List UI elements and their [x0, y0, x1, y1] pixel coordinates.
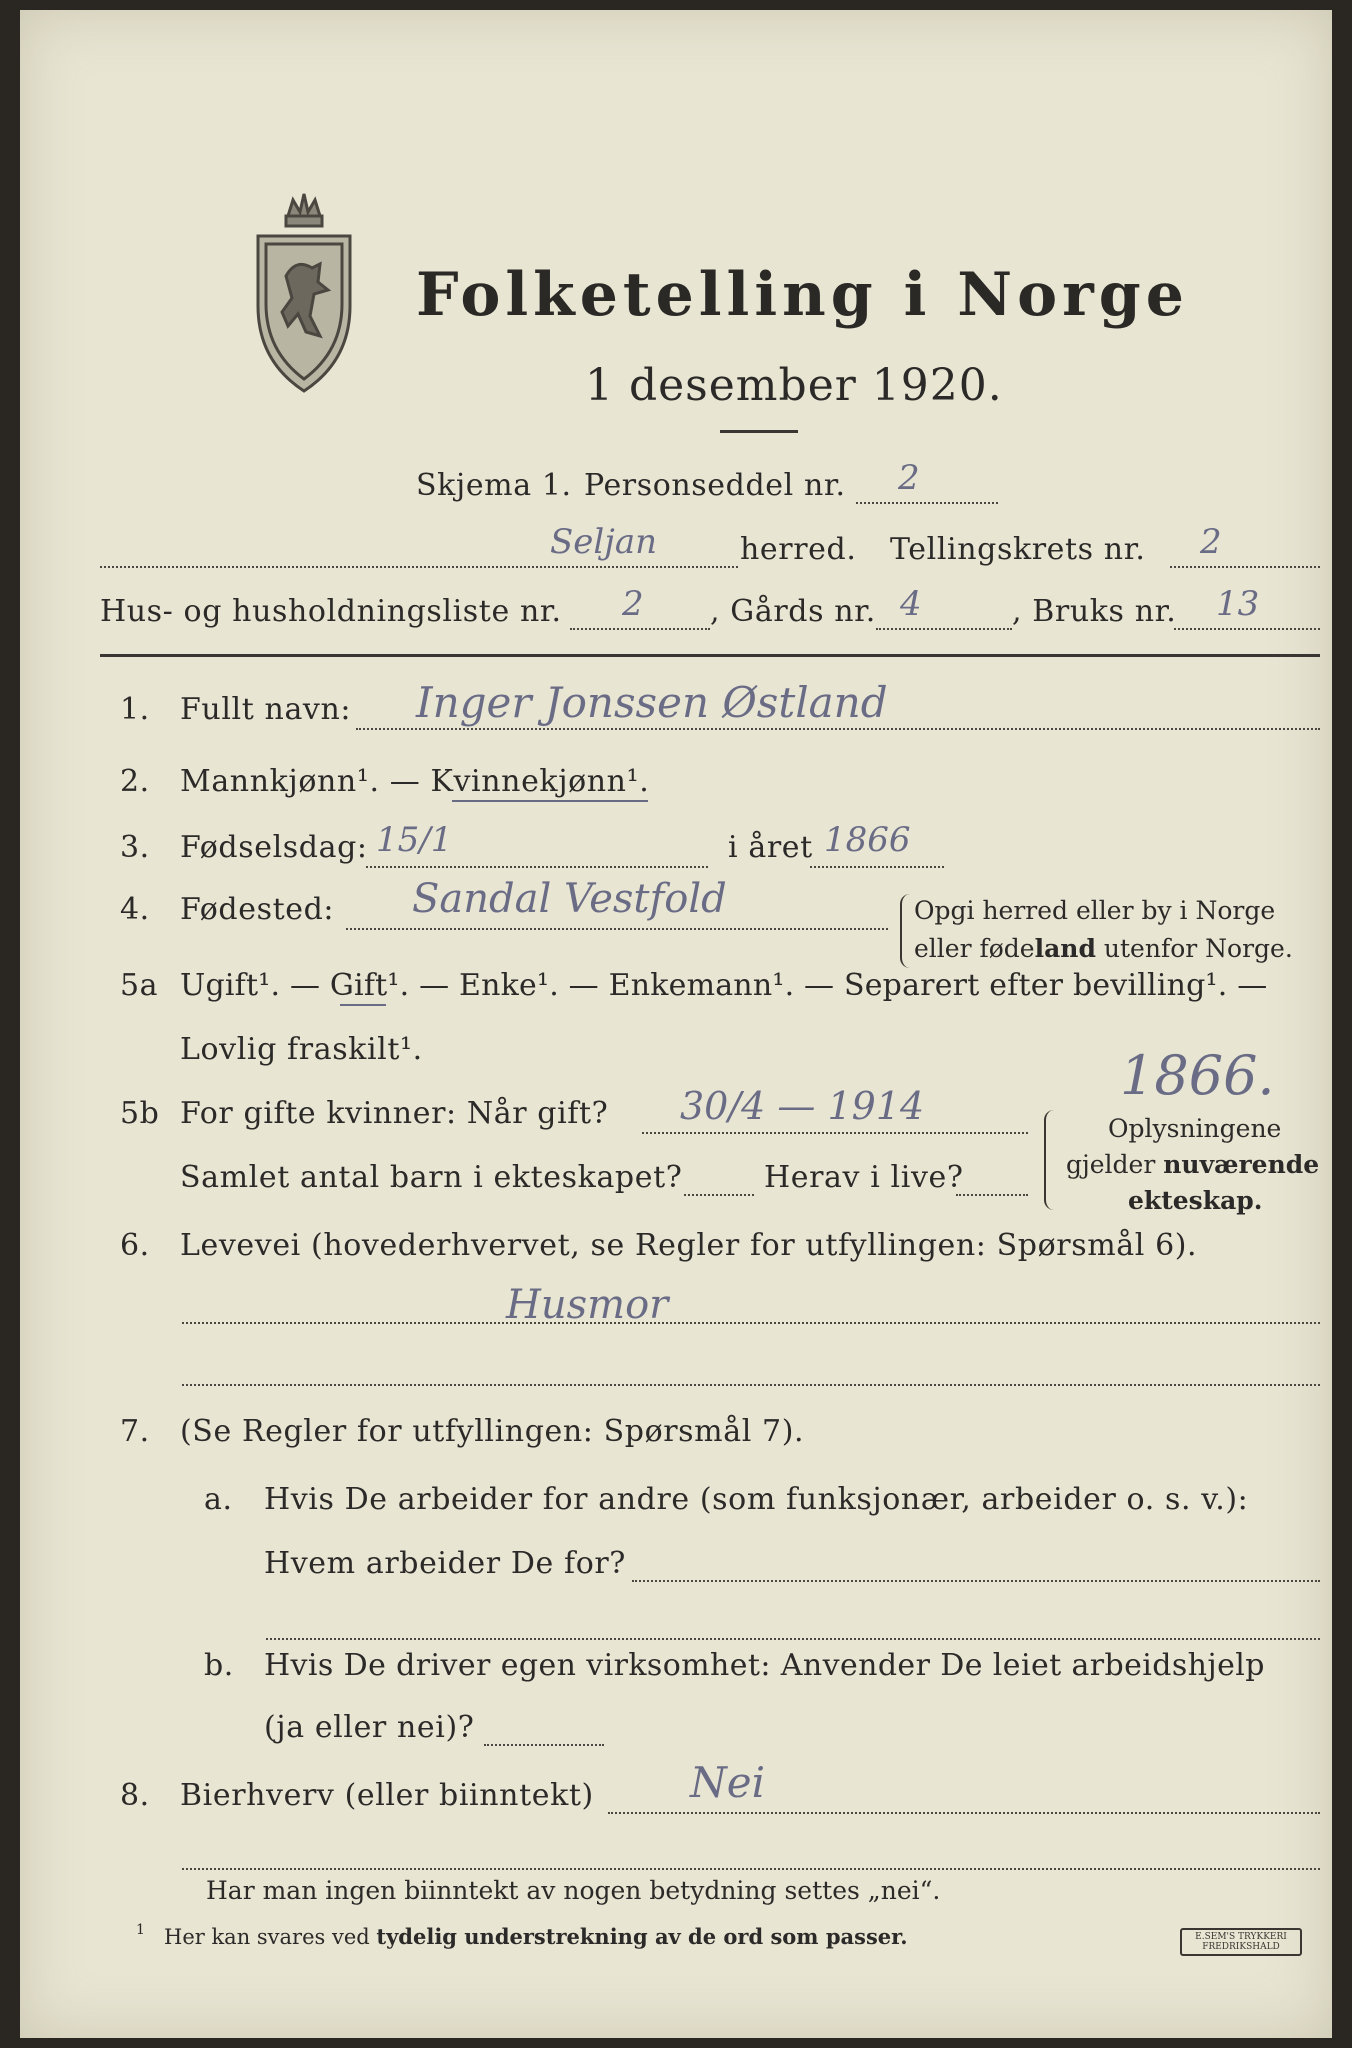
q7a-label: Hvis De arbeider for andre (som funksjonær, arbeider o. s. v.):	[264, 1482, 1249, 1517]
printer-stamp-line1: E.SEM'S TRYKKERI	[1195, 1932, 1287, 1942]
q3-number: 3.	[120, 830, 150, 865]
q8-field-2[interactable]	[182, 1868, 1320, 1870]
tellingskrets-field[interactable]	[1170, 566, 1320, 568]
footnote: Her kan svares ved tydelig understrekning av de ord som passer.	[164, 1924, 908, 1949]
q4-note-line1: Opgi herred eller by i Norge	[914, 896, 1276, 925]
q5b-children-field[interactable]	[684, 1194, 754, 1196]
q3-year-label: i året	[728, 830, 813, 865]
q5b-note-line1: Oplysningene	[1108, 1114, 1282, 1143]
census-date: 1 desember 1920.	[585, 360, 1003, 411]
q8-number: 8.	[120, 1778, 150, 1813]
q7a-field-2[interactable]	[266, 1638, 1320, 1640]
q4-note-brace	[900, 894, 910, 968]
q5a-label: Ugift¹. — Gift¹. — Enke¹. — Enkemann¹. — Separert efter bevilling¹. —	[180, 968, 1268, 1003]
gards-value: 4	[900, 584, 922, 624]
q5b-alive-field[interactable]	[956, 1194, 1028, 1196]
q1-label: Fullt navn:	[180, 692, 352, 727]
hus-value: 2	[622, 584, 644, 624]
schema-label: Skjema 1.	[416, 468, 572, 503]
q7a-number: a.	[204, 1482, 233, 1517]
q5b-label-2: Samlet antal barn i ekteskapet?	[180, 1160, 683, 1195]
q5b-label-3: Herav i live?	[764, 1160, 964, 1195]
q5b-field[interactable]	[642, 1132, 1028, 1134]
title-divider	[720, 430, 798, 433]
personseddel-value: 2	[898, 458, 920, 498]
herred-field[interactable]	[100, 566, 738, 568]
bruks-field[interactable]	[1174, 628, 1320, 630]
q3-label: Fødselsdag:	[180, 830, 368, 865]
q5a-underline-gift	[340, 1004, 386, 1006]
q3-value: 15/1	[376, 820, 453, 860]
q7-number: 7.	[120, 1414, 150, 1449]
q4-value: Sandal Vestfold	[412, 876, 727, 922]
gards-label: , Gårds nr.	[710, 594, 876, 629]
q5b-note-line3: ekteskap.	[1128, 1186, 1263, 1215]
q3-field[interactable]	[366, 866, 708, 868]
q1-field[interactable]	[356, 728, 1320, 730]
tellingskrets-value: 2	[1200, 522, 1222, 562]
census-form	[20, 10, 1332, 2038]
q5b-value: 30/4 — 1914	[680, 1084, 925, 1128]
q1-value: Inger Jonssen Østland	[416, 678, 888, 727]
q6-field-1[interactable]	[182, 1322, 1320, 1324]
q5b-note-line2: gjelder nuværende	[1066, 1150, 1320, 1179]
q5a-label-2: Lovlig fraskilt¹.	[180, 1032, 423, 1067]
gards-field[interactable]	[876, 628, 1012, 630]
q5b-margin-note: 1866.	[1120, 1044, 1275, 1107]
q4-note-line2: eller fødeland utenfor Norge.	[914, 934, 1293, 963]
q2-underline-kvinnekjonn	[452, 800, 648, 802]
q4-field[interactable]	[346, 928, 888, 930]
bruks-label: , Bruks nr.	[1012, 594, 1177, 629]
q5b-label: For gifte kvinner: Når gift?	[180, 1096, 609, 1131]
q5b-number: 5b	[120, 1096, 160, 1131]
herred-value: Seljan	[550, 522, 657, 562]
q8-field-1[interactable]	[608, 1812, 1320, 1814]
q8-label: Bierhverv (eller biinntekt)	[180, 1778, 594, 1813]
footnote-mark: 1	[136, 1922, 145, 1938]
q6-number: 6.	[120, 1228, 150, 1263]
header-rule	[100, 654, 1320, 657]
hus-field[interactable]	[570, 628, 710, 630]
q8-value: Nei	[690, 1758, 766, 1807]
printer-stamp	[1180, 1928, 1302, 1956]
tellingskrets-label: Tellingskrets nr.	[890, 532, 1146, 567]
q3-year-field[interactable]	[810, 866, 944, 868]
q5a-number: 5a	[120, 968, 159, 1003]
q1-number: 1.	[120, 692, 150, 727]
q7b-number: b.	[204, 1648, 234, 1683]
q7b-label-2: (ja eller nei)?	[264, 1710, 475, 1745]
q6-value: Husmor	[506, 1282, 669, 1328]
q7a-label-2: Hvem arbeider De for?	[264, 1546, 626, 1581]
q2-number: 2.	[120, 764, 150, 799]
q6-label: Levevei (hovederhvervet, se Regler for utfyllingen: Spørsmål 6).	[180, 1228, 1198, 1263]
q2-label: Mannkjønn¹. — Kvinnekjønn¹.	[180, 764, 650, 799]
bruks-value: 13	[1216, 584, 1260, 624]
q7b-label: Hvis De driver egen virksomhet: Anvender De leiet arbeidshjelp	[264, 1648, 1265, 1683]
form-title: Folketelling i Norge	[416, 260, 1189, 330]
coat-of-arms-icon	[248, 186, 360, 398]
herred-label: herred.	[740, 532, 857, 567]
personseddel-label: Personseddel nr.	[584, 468, 846, 503]
q3-year-value: 1866	[824, 820, 911, 860]
q5b-note-brace	[1044, 1110, 1056, 1210]
printer-stamp-line2: FREDRIKSHALD	[1202, 1942, 1280, 1952]
q4-label: Fødested:	[180, 892, 335, 927]
q6-field-2[interactable]	[182, 1384, 1320, 1386]
hus-label: Hus- og husholdningsliste nr.	[100, 594, 562, 629]
footer-note: Har man ingen biinntekt av nogen betydning settes „nei“.	[206, 1876, 941, 1905]
q4-number: 4.	[120, 892, 150, 927]
personseddel-field[interactable]	[856, 502, 998, 504]
q7b-field[interactable]	[484, 1744, 604, 1746]
q7-label: (Se Regler for utfyllingen: Spørsmål 7).	[180, 1414, 805, 1449]
q7a-field-1[interactable]	[632, 1580, 1320, 1582]
